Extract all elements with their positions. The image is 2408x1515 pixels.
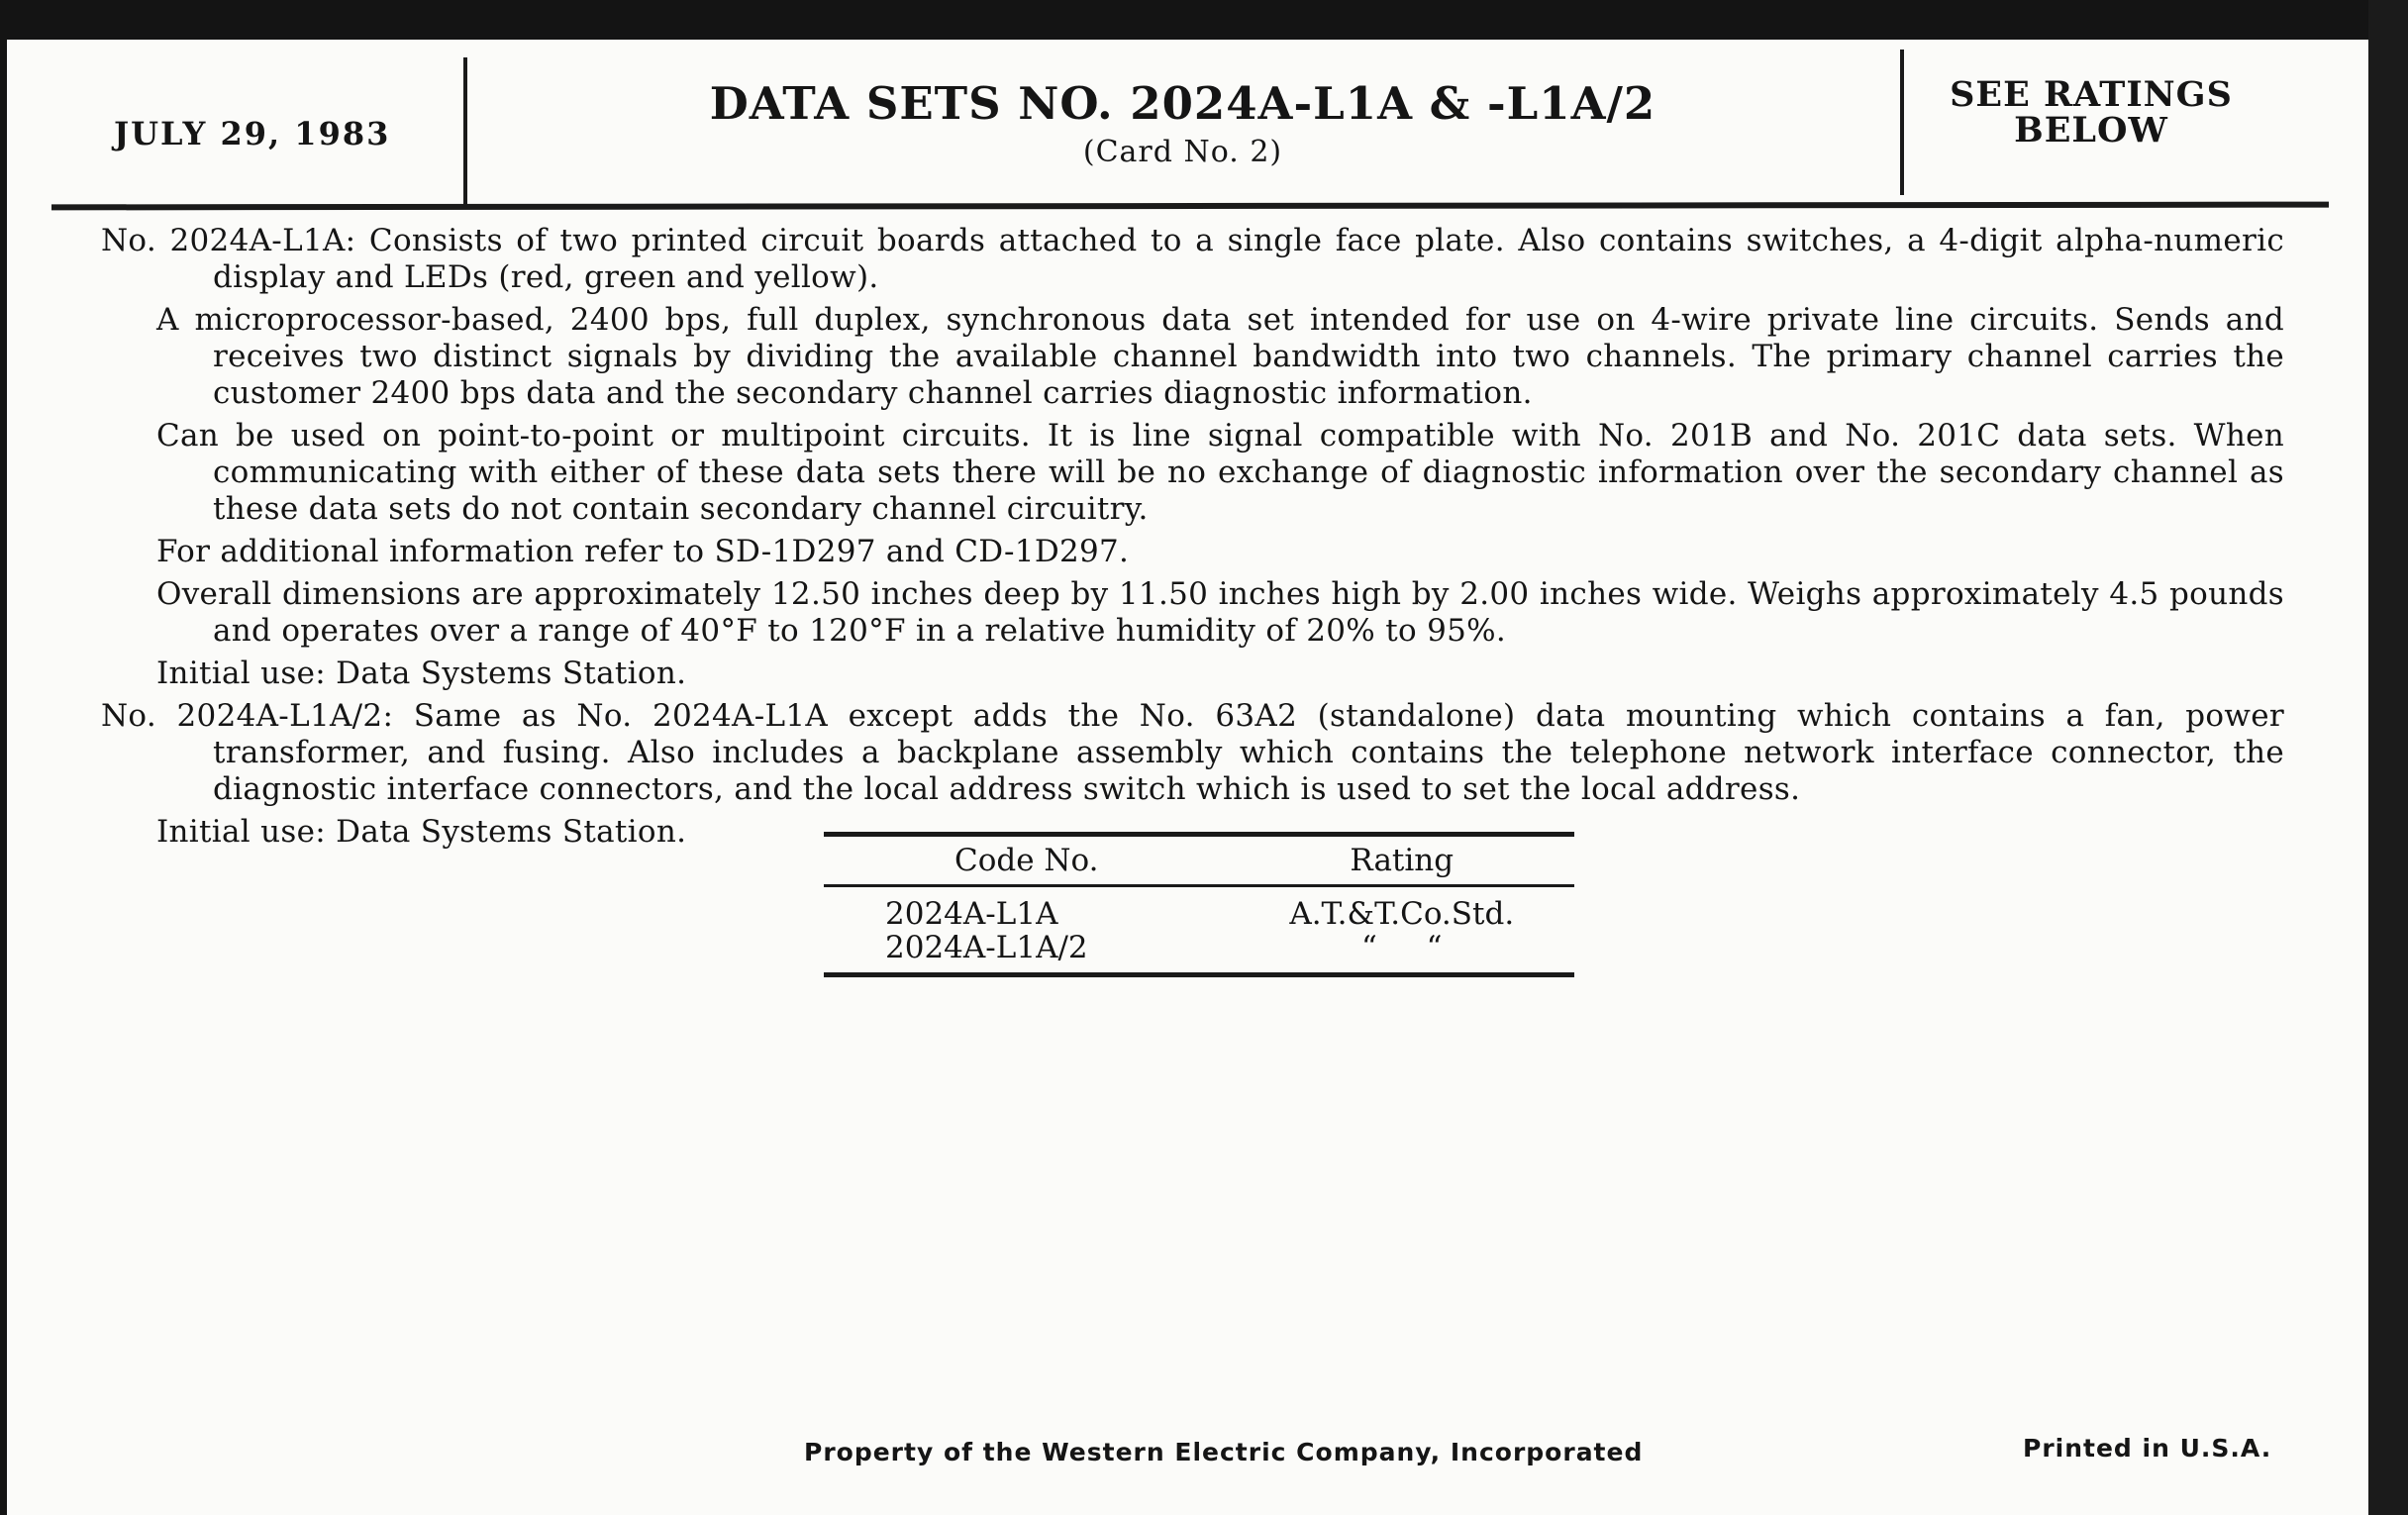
table-row [824,886,1574,932]
card-number: (Card No. 2) [1082,135,1283,169]
index-card [7,40,2368,1515]
ratings-table [824,832,1574,977]
paragraph-references: For additional information refer to SD-1D297 and CD-1D297. [156,534,1130,569]
scan-edge [2368,0,2408,1515]
card-date: JULY 29, 1983 [114,115,391,152]
header-rule [51,202,2329,211]
column-header-code: Code No. [824,835,1230,886]
ratings-note-line2: BELOW [2014,110,2168,151]
paragraph-dimensions: Overall dimensions are approximately 12.50 inches deep by 11.50 inches high by 2.00 inches wide. Weighs approximately 4.5 pounds and operates over a range of 40°F to 120°F in a relative humidity of 20% to 95%. [156,576,2284,649]
paragraph-2024a-l1a-2: No. 2024A-L1A/2: Same as No. 2024A-L1A except adds the No. 63A2 (standalone) data mounting which contains a fan, power transformer, and fusing. Also includes a backplane assembly which contains the telephone network interface connector, the diagnostic interface connectors, and the local address switch which is used to set the local address. [101,698,2284,807]
ratings-note [1943,74,2240,151]
table-row [824,931,1574,975]
code-cell: 2024A-L1A [885,896,1058,932]
header-divider-right [1900,50,1904,195]
printed-notice: Printed in U.S.A. [2023,1434,2272,1463]
property-notice: Property of the Western Electric Company, Incorporated [804,1438,1644,1466]
code-cell: 2024A-L1A/2 [824,931,1230,975]
table-header-row [824,835,1574,886]
column-header-rating: Rating [1230,835,1574,886]
description-body [101,223,2284,857]
header-divider-left [463,57,467,206]
rating-cell: “ “ [1230,931,1574,975]
paragraph-compatibility: Can be used on point-to-point or multipoint circuits. It is line signal compatible with No. 201B and No. 201C data sets. When communicating with either of these data sets there will be no exchange of diagnostic information over the secondary channel as these data sets do not contain secondary channel circuitry. [156,418,2284,527]
paragraph-initial-use: Initial use: Data Systems Station. [156,656,687,691]
paragraph-initial-use-2: Initial use: Data Systems Station. [156,814,687,850]
card-title: DATA SETS NO. 2024A-L1A & -L1A/2 [709,77,1656,130]
paragraph-description: A microprocessor-based, 2400 bps, full duplex, synchronous data set intended for use on 4-wire private line circuits. Sends and receives two distinct signals by dividing the available channel bandwidth into two channels. The primary channel carries the customer 2400 bps data and the secondary channel carries diagnostic information. [156,302,2284,411]
ratings-note-line1: SEE RATINGS [1950,74,2233,115]
paragraph-2024a-l1a: No. 2024A-L1A: Consists of two printed circuit boards attached to a single face plate. Also contains switches, a 4-digit alpha-numeric display and LEDs (red, green and yellow). [101,223,2284,295]
rating-cell: A.T.&T.Co.Std. [1289,896,1515,932]
